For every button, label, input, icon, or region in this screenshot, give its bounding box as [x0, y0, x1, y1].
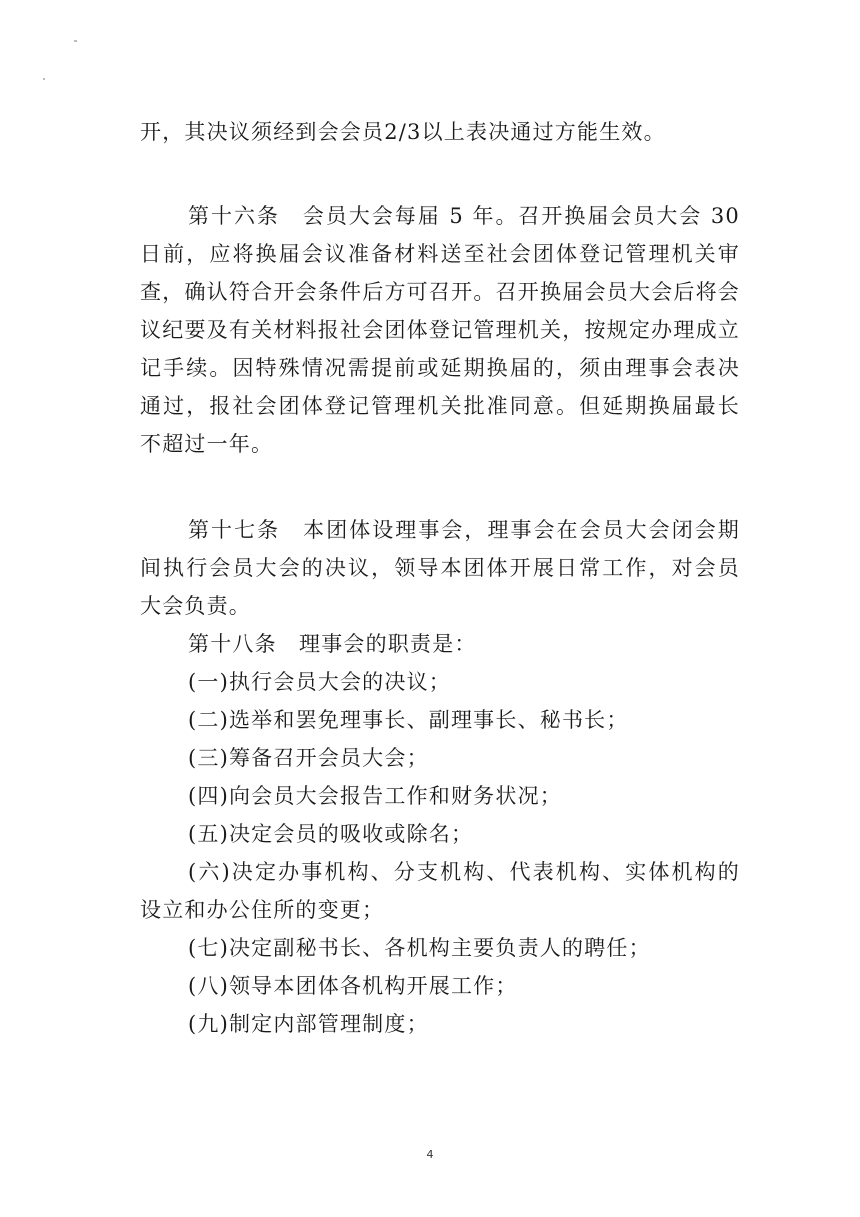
list-item-continuation: 设立和办公住所的变更；: [140, 898, 385, 922]
paragraph-line: 开，其决议须经到会会员2/3以上表决通过方能生效。: [140, 120, 666, 144]
list-item: (六)决定办事机构、分支机构、代表机构、实体机构的: [188, 860, 740, 884]
article-16-line: 不超过一年。: [140, 432, 274, 456]
article-17-line: 间执行会员大会的决议，领导本团体开展日常工作，对会员: [140, 556, 740, 580]
list-item: (四)向会员大会报告工作和财务状况；: [188, 784, 562, 808]
article-16-line: 第十六条 会员大会每届 5 年。召开换届会员大会 30: [188, 204, 740, 228]
list-item: (三)筹备召开会员大会；: [188, 746, 429, 770]
scan-speck: [43, 78, 45, 80]
scan-speck: [74, 40, 77, 42]
page-number: 4: [426, 1148, 434, 1161]
article-17-line: 第十七条 本团体设理事会，理事会在会员大会闭会期: [188, 518, 740, 542]
list-item: (五)决定会员的吸收或除名；: [188, 822, 474, 846]
list-item: (八)领导本团体各机构开展工作；: [188, 974, 518, 998]
list-item: (二)选举和罢免理事长、副理事长、秘书长；: [188, 708, 629, 732]
article-16-line: 议纪要及有关材料报社会团体登记管理机关，按规定办理成立: [140, 318, 740, 342]
list-item: (七)决定副秘书长、各机构主要负责人的聘任；: [188, 936, 651, 960]
article-16-line: 通过，报社会团体登记管理机关批准同意。但延期换届最长: [140, 394, 740, 418]
list-item: (九)制定内部管理制度；: [188, 1012, 429, 1036]
article-17-line: 大会负责。: [140, 594, 251, 618]
article-16-line: 日前，应将换届会议准备材料送至社会团体登记管理机关审: [140, 242, 740, 266]
article-18-heading: 第十八条 理事会的职责是：: [188, 632, 477, 656]
article-16-line: 查，确认符合开会条件后方可召开。召开换届会员大会后将会: [140, 280, 740, 304]
article-16-line: 记手续。因特殊情况需提前或延期换届的，须由理事会表决: [140, 356, 740, 380]
list-item: (一)执行会员大会的决议；: [188, 670, 451, 694]
